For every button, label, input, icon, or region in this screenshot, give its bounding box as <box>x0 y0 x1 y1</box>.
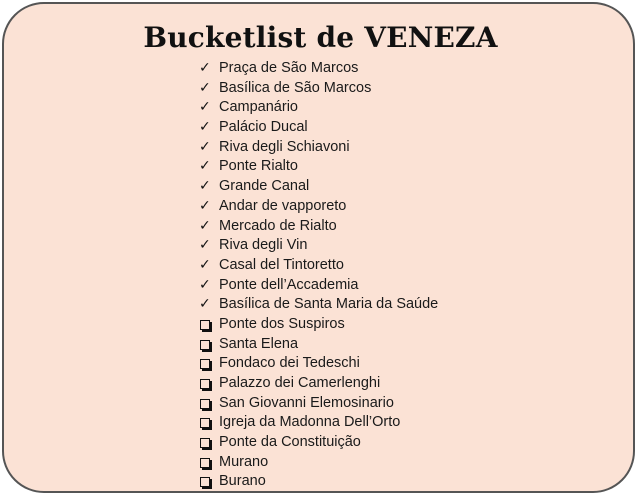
list-item <box>197 59 438 79</box>
checkbox-icon <box>197 315 219 335</box>
list-item-label: Palácio Ducal <box>219 119 308 136</box>
list-item <box>197 177 438 197</box>
list-item-label: Andar de vapporeto <box>219 197 347 214</box>
page-title: Bucketlist de VENEZA <box>143 21 498 54</box>
check-icon <box>197 276 219 296</box>
list-item <box>197 354 438 374</box>
list-item-label: Fondaco dei Tedeschi <box>219 355 360 372</box>
list-item <box>197 157 438 177</box>
list-item <box>197 413 438 433</box>
list-item <box>197 295 438 315</box>
list-item <box>197 138 438 158</box>
list-item <box>197 79 438 99</box>
list-item-label: Grande Canal <box>219 178 310 195</box>
list-item <box>197 276 438 296</box>
check-icon <box>197 217 219 237</box>
list-item <box>197 374 438 394</box>
check-icon <box>197 118 219 138</box>
check-icon <box>197 177 219 197</box>
list-item-label: Mercado de Rialto <box>219 217 337 234</box>
list-item-label: Campanário <box>219 99 298 116</box>
list-item-label: Ponte Rialto <box>219 158 298 175</box>
check-icon <box>197 157 219 177</box>
list-item <box>197 335 438 355</box>
list-item <box>197 118 438 138</box>
list-item-label: Palazzo dei Camerlenghi <box>219 375 381 391</box>
list-item-label: Praça de São Marcos <box>219 60 359 76</box>
checkbox-icon <box>197 394 219 414</box>
list-item <box>197 256 438 276</box>
list-item-label: Basílica de São Marcos <box>219 79 372 96</box>
checkbox-icon <box>197 374 219 394</box>
list-item-label: Ponte dell’Accademia <box>219 276 359 293</box>
bucketlist <box>197 59 438 492</box>
check-icon <box>197 256 219 276</box>
check-icon <box>197 197 219 217</box>
list-item-label: Ponte dos Suspiros <box>219 315 345 332</box>
list-item <box>197 98 438 118</box>
bucketlist-card <box>2 2 635 493</box>
list-item-label: San Giovanni Elemosinario <box>219 394 394 411</box>
list-item-label: Igreja da Madonna Dell’Orto <box>219 414 401 431</box>
check-icon <box>197 236 219 256</box>
list-item-label: Casal del Tintoretto <box>219 256 344 273</box>
checkbox-icon <box>197 433 219 453</box>
check-icon <box>197 59 219 79</box>
list-item <box>197 453 438 473</box>
list-item-label: Basílica de Santa Maria da Saúde <box>219 296 439 313</box>
list-item <box>197 236 438 256</box>
checkbox-icon <box>197 413 219 433</box>
list-item <box>197 197 438 217</box>
checkbox-icon <box>197 472 219 492</box>
list-item-label: Burano <box>219 473 266 490</box>
list-item <box>197 433 438 453</box>
check-icon <box>197 138 219 158</box>
check-icon <box>197 79 219 99</box>
checkbox-icon <box>197 354 219 374</box>
list-item <box>197 394 438 414</box>
list-item-label: Riva degli Vin <box>219 237 308 254</box>
list-item-label: Ponte da Constituição <box>219 434 361 451</box>
list-item-label: Riva degli Schiavoni <box>219 138 350 155</box>
list-item <box>197 217 438 237</box>
list-item-label: Murano <box>219 453 269 470</box>
check-icon <box>197 295 219 315</box>
check-icon <box>197 98 219 118</box>
checkbox-icon <box>197 453 219 473</box>
list-item <box>197 472 438 492</box>
checkbox-icon <box>197 335 219 355</box>
list-item <box>197 315 438 335</box>
list-item-label: Santa Elena <box>219 335 299 352</box>
